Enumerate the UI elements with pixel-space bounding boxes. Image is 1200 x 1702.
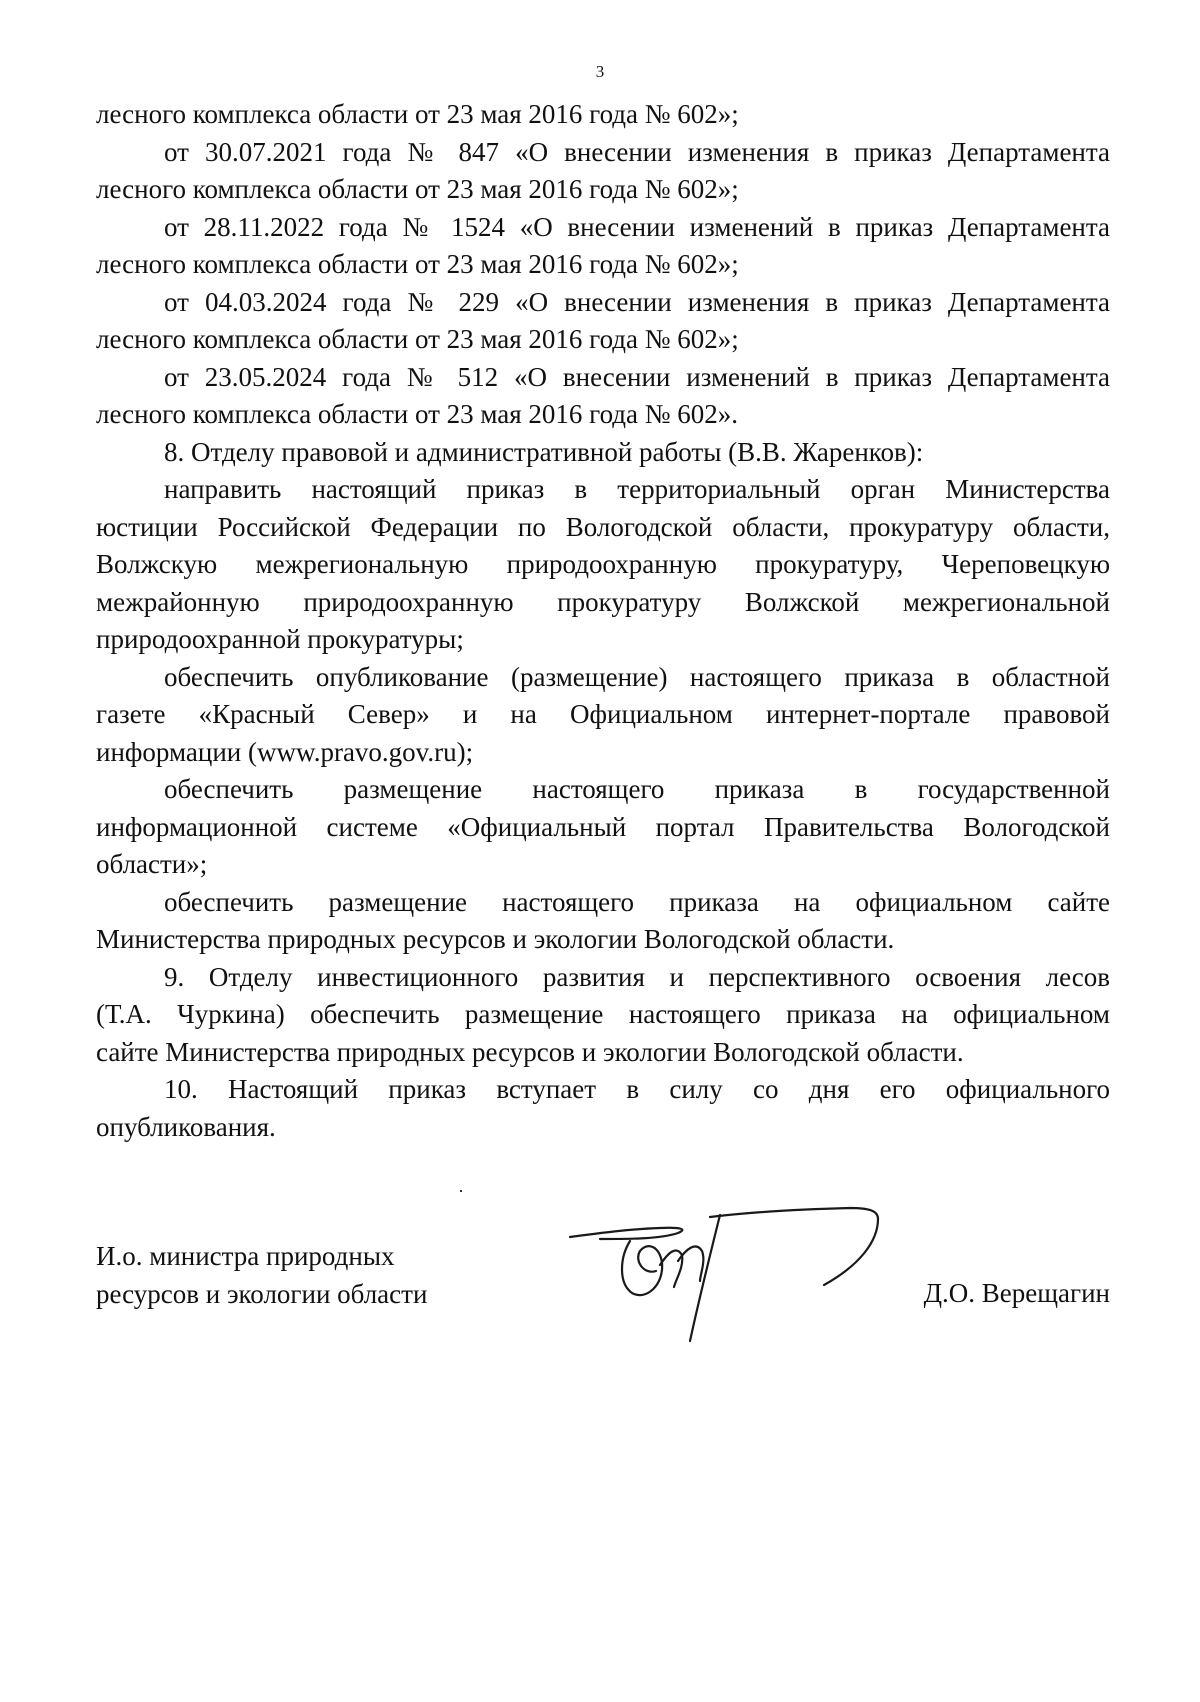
text-line: опубликования. [96,1111,276,1142]
scan-speck [460,1190,462,1192]
text-line: лесного комплекса области от 23 мая 2016 года № 602»; [96,99,739,129]
text-line: юстиции Российской Федерации по Вологодской области, прокуратуру области, [96,511,1110,542]
text-line: Министерства природных ресурсов и экологии Вологодской области. [96,924,895,954]
text-line: обеспечить опубликование (размещение) настоящего приказа в областной [164,661,1110,692]
text-line: области»; [96,849,208,879]
text-line: от 28.11.2022 года № 1524 «О внесении изменений в приказ Департамента [164,211,1110,242]
document-body [96,96,1110,1146]
text-line: 10. Настоящий приказ вступает в силу со дня его официального [164,1074,1110,1104]
text-line: 8. Отделу правовой и административной работы (В.В. Жаренков): [164,436,924,467]
page-number: 3 [595,62,605,81]
text-line: информации (www.pravo.gov.ru); [96,736,474,767]
text-line: обеспечить размещение настоящего приказа на официальном сайте [164,886,1110,917]
text-line: Волжскую межрегиональную природоохранную прокуратуру, Череповецкую [96,549,1110,579]
text-line: лесного комплекса области от 23 мая 2016 года № 602»; [96,174,739,204]
text-line: межрайонную природоохранную прокуратуру Волжской межрегиональной [96,586,1110,617]
signatory-title-line: ресурсов и экологии области [96,1278,428,1309]
text-line: сайте Министерства природных ресурсов и экологии Вологодской области. [96,1036,964,1067]
text-line: природоохранной прокуратуры; [96,624,464,654]
text-line: (Т.А. Чуркина) обеспечить размещение настоящего приказа на официальном [96,999,1110,1029]
signatory-title-line: И.о. министра природных [96,1241,395,1271]
text-line: от 04.03.2024 года № 229 «О внесении изменения в приказ Департамента [164,286,1110,317]
text-line: лесного комплекса области от 23 мая 2016 года № 602». [96,399,739,429]
text-line: лесного комплекса области от 23 мая 2016 года № 602»; [96,249,739,279]
text-line: информационной системе «Официальный портал Правительства Вологодской [96,811,1110,842]
signatory-name: Д.О. Верещагин [923,1278,1110,1308]
text-line: направить настоящий приказ в территориальный орган Министерства [164,474,1110,504]
text-line: лесного комплекса области от 23 мая 2016 года № 602»; [96,324,739,354]
signature-block [96,1238,1110,1358]
text-line: газете «Красный Север» и на Официальном интернет-портале правовой [96,699,1110,729]
signatory-title [96,1238,427,1313]
text-line: 9. Отделу инвестиционного развития и перспективного освоения лесов [164,961,1110,992]
text-line: от 23.05.2024 года № 512 «О внесении изменений в приказ Департамента [164,361,1110,392]
text-line: от 30.07.2021 года № 847 «О внесении изменения в приказ Департамента [164,136,1110,167]
text-line: обеспечить размещение настоящего приказа в государственной [164,774,1110,804]
